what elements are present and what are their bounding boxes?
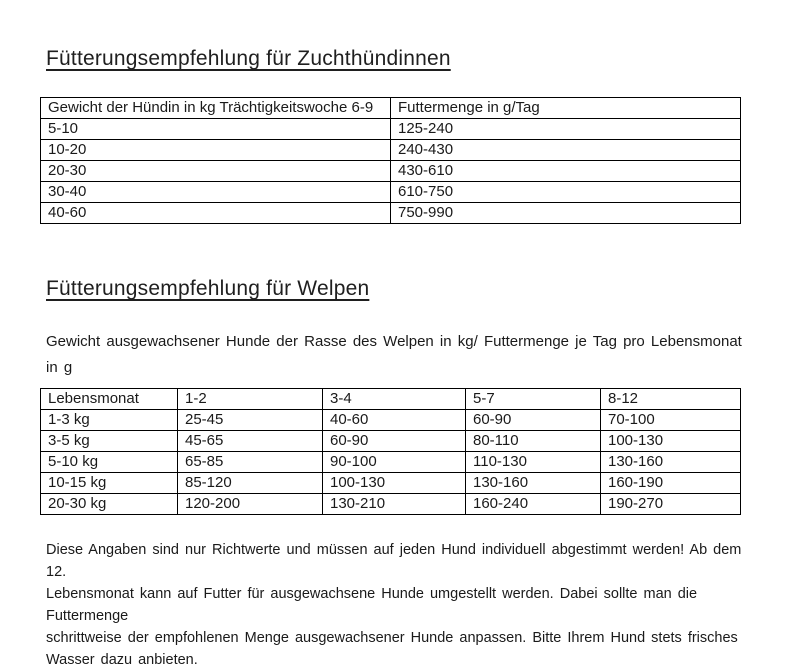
table-header-row — [41, 98, 741, 119]
food-amount-cell: 85-120 — [178, 473, 323, 494]
puppy-feeding-table — [40, 388, 741, 515]
weight-range-cell: 40-60 — [41, 203, 391, 224]
weight-class-cell: 20-30 kg — [41, 494, 178, 515]
footer-note — [46, 539, 752, 671]
heading-puppies: Fütterungsempfehlung für Welpen — [46, 277, 370, 300]
weight-range-cell: 5-10 — [41, 119, 391, 140]
food-amount-cell: 610-750 — [391, 182, 741, 203]
weight-range-cell: 10-20 — [41, 140, 391, 161]
table-row — [41, 182, 741, 203]
food-amount-cell: 430-610 — [391, 161, 741, 182]
footer-note-line: schrittweise der empfohlenen Menge ausgewachsener Hunde anpassen. Bitte Ihrem Hund stets frisches — [46, 630, 738, 646]
weight-class-cell: 3-5 kg — [41, 431, 178, 452]
column-header: 3-4 — [323, 389, 466, 410]
footer-note-line: Lebensmonat kann auf Futter für ausgewachsene Hunde umgestellt werden. Dabei sollte man die Futtermenge — [46, 586, 698, 624]
table-header-row — [41, 389, 741, 410]
footer-note-line: Diese Angaben sind nur Richtwerte und müssen auf jeden Hund individuell abgestimmt werden! Ab dem 12. — [46, 542, 742, 580]
food-amount-cell: 100-130 — [601, 431, 741, 452]
weight-class-cell: 10-15 kg — [41, 473, 178, 494]
table-row — [41, 140, 741, 161]
table-row — [41, 203, 741, 224]
food-amount-cell: 25-45 — [178, 410, 323, 431]
food-amount-cell: 40-60 — [323, 410, 466, 431]
table-row — [41, 452, 741, 473]
food-amount-cell: 160-190 — [601, 473, 741, 494]
table-row — [41, 473, 741, 494]
food-amount-cell: 45-65 — [178, 431, 323, 452]
food-amount-cell: 130-210 — [323, 494, 466, 515]
puppies-table-description — [46, 329, 752, 381]
weight-class-cell: 1-3 kg — [41, 410, 178, 431]
column-header: Lebensmonat — [41, 389, 178, 410]
footer-note-line: Wasser dazu anbieten. — [46, 652, 198, 668]
heading-breeding-dogs: Fütterungsempfehlung für Zuchthündinnen — [46, 47, 451, 70]
food-amount-cell: 70-100 — [601, 410, 741, 431]
description-line: Gewicht ausgewachsener Hunde der Rasse des Welpen in kg/ Futtermenge je Tag pro Lebensmonat — [46, 333, 742, 350]
weight-class-cell: 5-10 kg — [41, 452, 178, 473]
weight-range-cell: 20-30 — [41, 161, 391, 182]
column-header: 5-7 — [466, 389, 601, 410]
food-amount-cell: 60-90 — [466, 410, 601, 431]
food-amount-cell: 130-160 — [466, 473, 601, 494]
food-amount-cell: 100-130 — [323, 473, 466, 494]
food-amount-cell: 160-240 — [466, 494, 601, 515]
food-amount-cell: 90-100 — [323, 452, 466, 473]
table-row — [41, 431, 741, 452]
food-amount-cell: 240-430 — [391, 140, 741, 161]
column-header: Gewicht der Hündin in kg Trächtigkeitswoche 6-9 — [41, 98, 391, 119]
food-amount-cell: 110-130 — [466, 452, 601, 473]
food-amount-cell: 120-200 — [178, 494, 323, 515]
table-row — [41, 161, 741, 182]
column-header: Futtermenge in g/Tag — [391, 98, 741, 119]
description-line: in g — [46, 359, 73, 376]
table-row — [41, 119, 741, 140]
food-amount-cell: 190-270 — [601, 494, 741, 515]
table-row — [41, 410, 741, 431]
breeding-feeding-table — [40, 97, 741, 224]
column-header: 1-2 — [178, 389, 323, 410]
food-amount-cell: 65-85 — [178, 452, 323, 473]
column-header: 8-12 — [601, 389, 741, 410]
food-amount-cell: 80-110 — [466, 431, 601, 452]
table-row — [41, 494, 741, 515]
food-amount-cell: 750-990 — [391, 203, 741, 224]
food-amount-cell: 125-240 — [391, 119, 741, 140]
weight-range-cell: 30-40 — [41, 182, 391, 203]
food-amount-cell: 130-160 — [601, 452, 741, 473]
food-amount-cell: 60-90 — [323, 431, 466, 452]
